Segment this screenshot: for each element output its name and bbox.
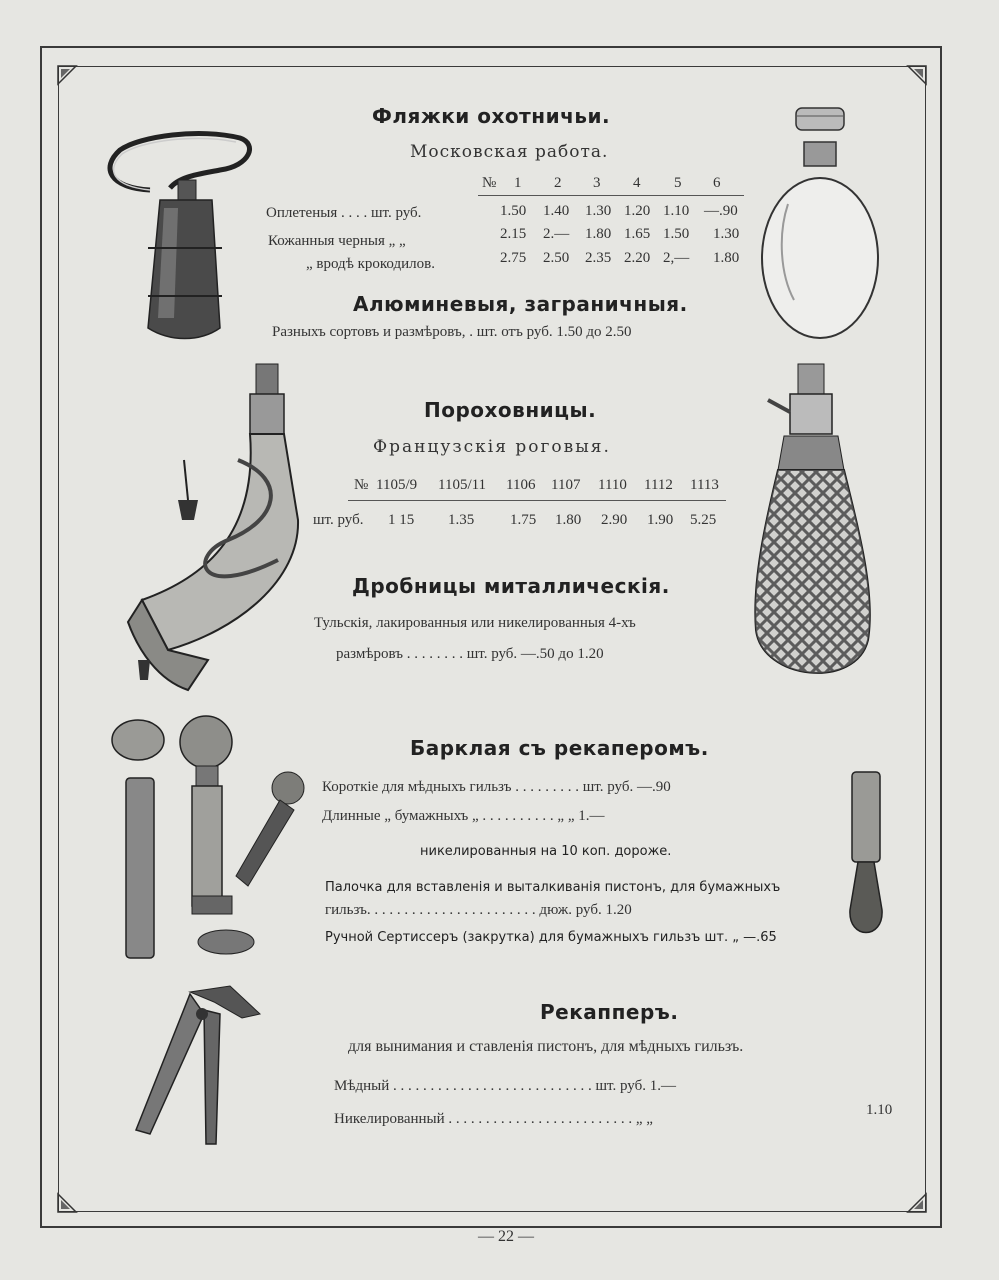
flasks-cell: 2.35 — [585, 250, 612, 266]
flasks-title: Фляжки охотничьи. — [372, 104, 611, 128]
barklay-title: Барклая съ рекаперомъ. — [410, 736, 709, 760]
flasks-cell: 2.75 — [500, 250, 527, 266]
recapper-line2-price: 1.10 — [866, 1102, 893, 1118]
aluminum-title: Алюминевыя, заграничныя. — [353, 292, 688, 316]
flasks-header-col: 3 — [593, 175, 601, 191]
flasks-cell: 1.30 — [585, 203, 612, 219]
flasks-header-col: 5 — [674, 175, 682, 191]
flasks-header-col: 6 — [713, 175, 721, 191]
powder-header-col: 1105/11 — [438, 477, 487, 493]
flasks-cell: 2.50 — [543, 250, 570, 266]
barklay-line3a: Палочка для вставленія и выталкиванія пистонъ, для бумажныхъ — [325, 880, 781, 895]
shot-line2: размѣровъ . . . . . . . . шт. руб. —.50 до 1.20 — [336, 646, 604, 662]
corner-ornament-top-right — [908, 66, 926, 84]
recapper-line2: Никелированный . . . . . . . . . . . . . . . . . . . . . . . . . „ „ — [334, 1111, 653, 1127]
powder-price: 1.35 — [448, 512, 475, 528]
flasks-cell: 1.65 — [624, 226, 651, 242]
flasks-row-label: „ вродѣ крокодилов. — [306, 256, 435, 272]
powder-price-label: шт. руб. — [313, 512, 364, 528]
flasks-cell: 2.15 — [500, 226, 527, 242]
recapper-illustration — [130, 984, 280, 1154]
powder-price: 5.25 — [690, 512, 717, 528]
powder-price: 1 15 — [388, 512, 415, 528]
powder-price: 2.90 — [601, 512, 628, 528]
flasks-cell: 1.30 — [713, 226, 740, 242]
powder-header-col: 1110 — [598, 477, 627, 493]
glass-flask-illustration — [758, 104, 888, 344]
powder-header-rule — [348, 500, 726, 501]
corner-ornament-top-left — [58, 66, 76, 84]
powder-header-col: 1112 — [644, 477, 673, 493]
flasks-cell: 2.20 — [624, 250, 651, 266]
crimper-illustration — [846, 770, 886, 950]
shot-line1: Тульскія, лакированныя или никелированныя 4-хъ — [314, 615, 636, 631]
barklay-line4: Ручной Сертиссеръ (закрутка) для бумажныхъ гильзъ шт. „ —.65 — [325, 930, 777, 945]
shot-flask-illustration — [746, 360, 886, 710]
recapper-title: Рекапперъ. — [540, 1000, 679, 1024]
flasks-cell: 1.40 — [543, 203, 570, 219]
powder-header-col: 1105/9 — [376, 477, 418, 493]
flasks-header-col: 4 — [633, 175, 641, 191]
powder-header-col: 1113 — [690, 477, 719, 493]
aluminum-line: Разныхъ сортовъ и размѣровъ, . шт. отъ руб. 1.50 до 2.50 — [272, 324, 632, 340]
corner-ornament-bottom-right — [908, 1194, 926, 1212]
flasks-cell: 1.80 — [585, 226, 612, 242]
recapper-subtitle: для вынимания и ставленія пистонъ, для мѣдныхъ гильзъ. — [348, 1038, 744, 1055]
shot-title: Дробницы миталлическія. — [352, 574, 670, 598]
wicker-flask-illustration — [100, 128, 260, 348]
powder-price: 1.75 — [510, 512, 537, 528]
page-number: — 22 — — [478, 1228, 534, 1245]
flasks-header-col: 2 — [554, 175, 562, 191]
flasks-row-label: Оплетеныя . . . . шт. руб. — [266, 205, 422, 221]
recapper-line1: Мѣдный . . . . . . . . . . . . . . . . . . . . . . . . . . . шт. руб. 1.— — [334, 1078, 676, 1094]
flasks-cell: 1.10 — [663, 203, 690, 219]
barklay-line2: Длинные „ бумажныхъ „ . . . . . . . . . . „ „ 1.— — [322, 808, 605, 824]
barklay-tools-illustration — [108, 716, 308, 966]
powder-title: Пороховницы. — [424, 398, 597, 422]
flasks-cell: 2.— — [543, 226, 570, 242]
flasks-row-label: Кожанныя черныя „ „ — [268, 233, 406, 249]
flasks-cell: 2,— — [663, 250, 690, 266]
flasks-cell: —.90 — [704, 203, 738, 219]
flasks-cell: 1.50 — [500, 203, 527, 219]
barklay-line1: Короткіе для мѣдныхъ гильзъ . . . . . . . . . шт. руб. —.90 — [322, 779, 671, 795]
flasks-header-label: № — [482, 175, 497, 191]
barklay-note: никелированныя на 10 коп. дороже. — [420, 844, 672, 859]
flasks-header-col: 1 — [514, 175, 522, 191]
flasks-cell: 1.20 — [624, 203, 651, 219]
corner-ornament-bottom-left — [58, 1194, 76, 1212]
flasks-subtitle: Московская работа. — [410, 142, 609, 162]
flasks-cell: 1.50 — [663, 226, 690, 242]
powder-horn-illustration — [128, 360, 328, 710]
barklay-line3b: гильзъ. . . . . . . . . . . . . . . . . . . . . . . дюж. руб. 1.20 — [325, 902, 632, 918]
powder-header-label: № — [354, 477, 369, 493]
powder-price: 1.80 — [555, 512, 582, 528]
powder-header-col: 1106 — [506, 477, 536, 493]
powder-header-col: 1107 — [551, 477, 581, 493]
powder-subtitle: Французскія роговыя. — [373, 437, 611, 457]
flasks-cell: 1.80 — [713, 250, 740, 266]
powder-price: 1.90 — [647, 512, 674, 528]
flasks-header-rule — [478, 195, 744, 196]
